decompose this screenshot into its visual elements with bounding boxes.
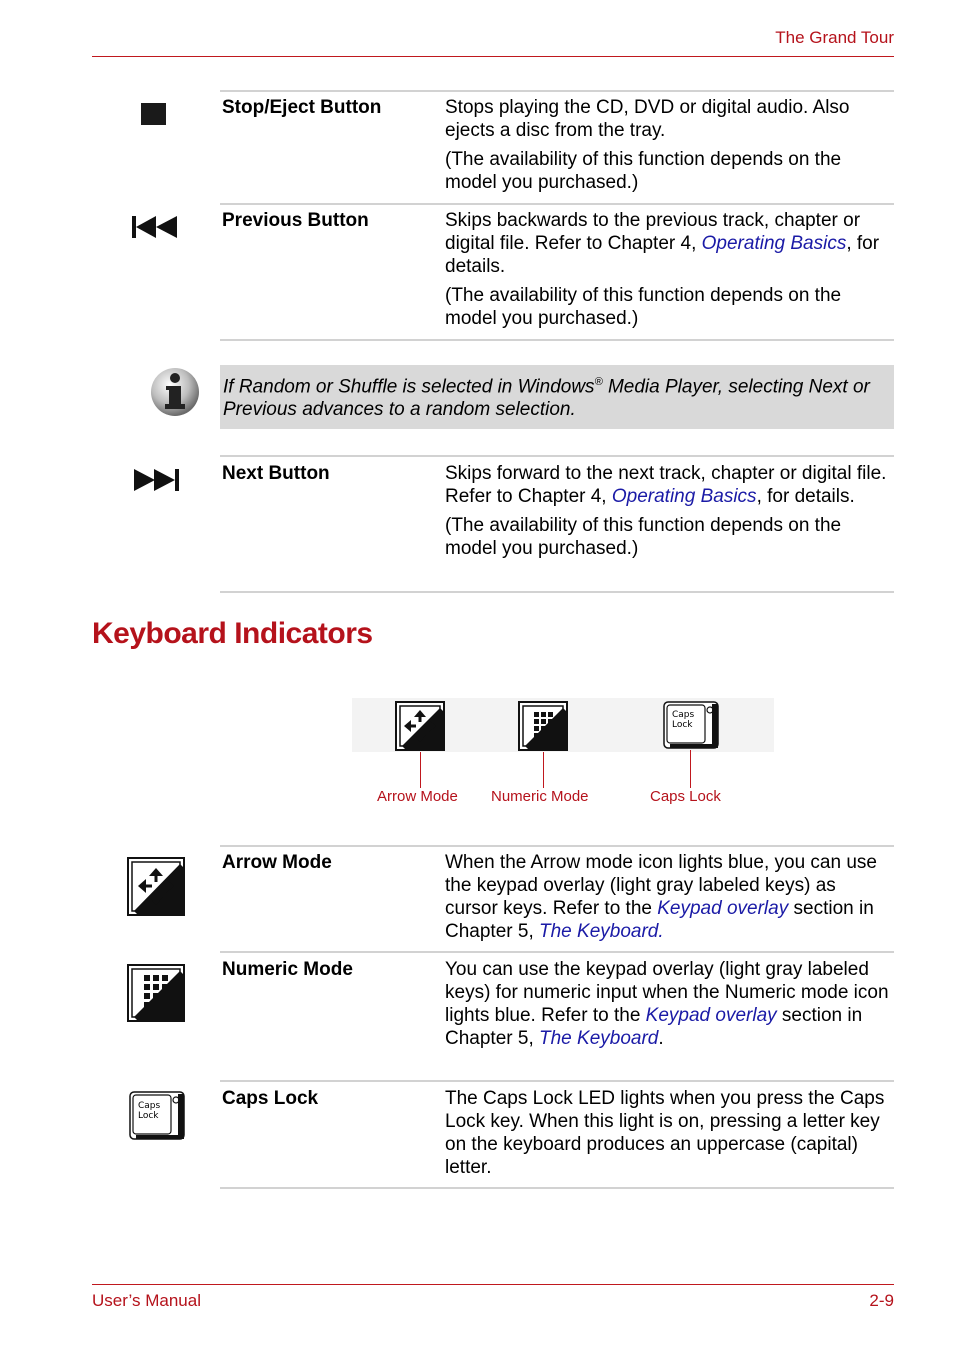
description-paragraph: Stops playing the CD, DVD or digital audio. Also ejects a disc from the tray. xyxy=(445,97,850,141)
text-span: , for details. xyxy=(445,233,880,277)
description-paragraph: (The availability of this function depends on the model you purchased.) xyxy=(445,285,842,329)
text-span: Media Player, selecting Next or Previous advances to a random selection. xyxy=(223,376,870,421)
caps-lock-label: Caps Lock xyxy=(222,1088,319,1109)
text-span: . xyxy=(658,921,664,942)
numeric-mode-icon xyxy=(126,963,186,1023)
description-paragraph xyxy=(445,462,890,508)
note-text xyxy=(223,371,893,421)
keypad-overlay-link[interactable]: Keypad overlay xyxy=(645,1005,777,1026)
description-paragraph: (The availability of this function depends on the model you purchased.) xyxy=(445,149,842,193)
text-span: You can use the keypad overlay (light gray labeled keys) for numeric input when the Numeric mode icon lights blue. Refer to the xyxy=(445,959,889,1026)
stop-eject-description xyxy=(445,96,890,200)
caps-lock-indicator-icon xyxy=(662,700,720,750)
lock-key-text: Lock xyxy=(672,720,693,730)
text-span: section in Chapter 5, xyxy=(445,898,874,942)
callout-line xyxy=(420,752,421,788)
next-button-description xyxy=(445,462,890,566)
text-span: If Random or Shuffle is selected in Windows xyxy=(223,376,595,398)
caps-key-text: Caps xyxy=(672,710,695,720)
arrow-mode-callout: Arrow Mode xyxy=(377,788,458,805)
footer-manual-title: User’s Manual xyxy=(92,1291,201,1310)
caps-key-text: Caps xyxy=(138,1101,161,1111)
callout-line xyxy=(543,752,544,788)
numeric-mode-description xyxy=(445,958,890,1056)
next-track-icon xyxy=(132,468,180,492)
keypad-overlay-link[interactable]: Keypad overlay xyxy=(657,898,789,919)
table-rule xyxy=(220,203,894,205)
numeric-mode-callout: Numeric Mode xyxy=(491,788,589,805)
section-heading: Keyboard Indicators xyxy=(92,617,373,650)
previous-button-label: Previous Button xyxy=(222,210,369,231)
header-rule xyxy=(92,56,894,57)
stop-icon xyxy=(141,103,166,125)
table-rule xyxy=(220,951,894,953)
previous-track-icon xyxy=(132,215,180,239)
text-span: . xyxy=(658,1028,664,1049)
caps-lock-description xyxy=(445,1087,890,1185)
arrow-mode-indicator-icon xyxy=(394,700,446,752)
previous-button-description xyxy=(445,209,890,336)
table-rule xyxy=(220,339,894,341)
stop-eject-label: Stop/Eject Button xyxy=(222,97,382,118)
numeric-mode-indicator-icon xyxy=(517,700,569,752)
text-span: Skips backwards to the previous track, chapter or digital file. Refer to Chapter 4, xyxy=(445,210,861,254)
arrow-mode-icon xyxy=(126,856,186,917)
text-span: Skips forward to the next track, chapter or digital file. Refer to Chapter 4, xyxy=(445,463,887,507)
text-span: , for details. xyxy=(756,486,855,507)
description-paragraph xyxy=(445,209,890,278)
table-rule xyxy=(220,591,894,593)
lock-key-text: Lock xyxy=(138,1111,159,1121)
footer-rule xyxy=(92,1284,894,1285)
running-header: The Grand Tour xyxy=(775,28,894,47)
text-span: When the Arrow mode icon lights blue, you can use the keypad overlay (light gray labeled keys) as cursor keys. Refer to the xyxy=(445,852,877,919)
the-keyboard-link[interactable]: The Keyboard xyxy=(539,921,659,942)
info-icon xyxy=(149,366,201,418)
description-paragraph xyxy=(445,851,890,943)
table-rule xyxy=(220,455,894,457)
callout-line xyxy=(690,750,691,788)
table-rule xyxy=(220,90,894,92)
operating-basics-link[interactable]: Operating Basics xyxy=(611,486,757,507)
page-number: 2-9 xyxy=(869,1291,894,1310)
table-rule xyxy=(220,1187,894,1189)
operating-basics-link[interactable]: Operating Basics xyxy=(701,233,847,254)
arrow-mode-description xyxy=(445,851,890,949)
caps-lock-icon xyxy=(128,1090,186,1141)
description-paragraph: (The availability of this function depends on the model you purchased.) xyxy=(445,515,842,559)
table-rule xyxy=(220,845,894,847)
next-button-label: Next Button xyxy=(222,463,330,484)
description-paragraph: The Caps Lock LED lights when you press the Caps Lock key. When this light is on, pressing a letter key on the keyboard produces an uppercase (capital) letter. xyxy=(445,1088,885,1178)
note-box xyxy=(220,365,894,429)
numeric-mode-label: Numeric Mode xyxy=(222,959,353,980)
table-rule xyxy=(220,1080,894,1082)
text-span: section in Chapter 5, xyxy=(445,1005,863,1049)
arrow-mode-label: Arrow Mode xyxy=(222,852,332,873)
registered-mark: ® xyxy=(594,376,603,388)
caps-lock-callout: Caps Lock xyxy=(650,788,721,805)
the-keyboard-link[interactable]: The Keyboard xyxy=(539,1028,659,1049)
description-paragraph xyxy=(445,958,890,1050)
